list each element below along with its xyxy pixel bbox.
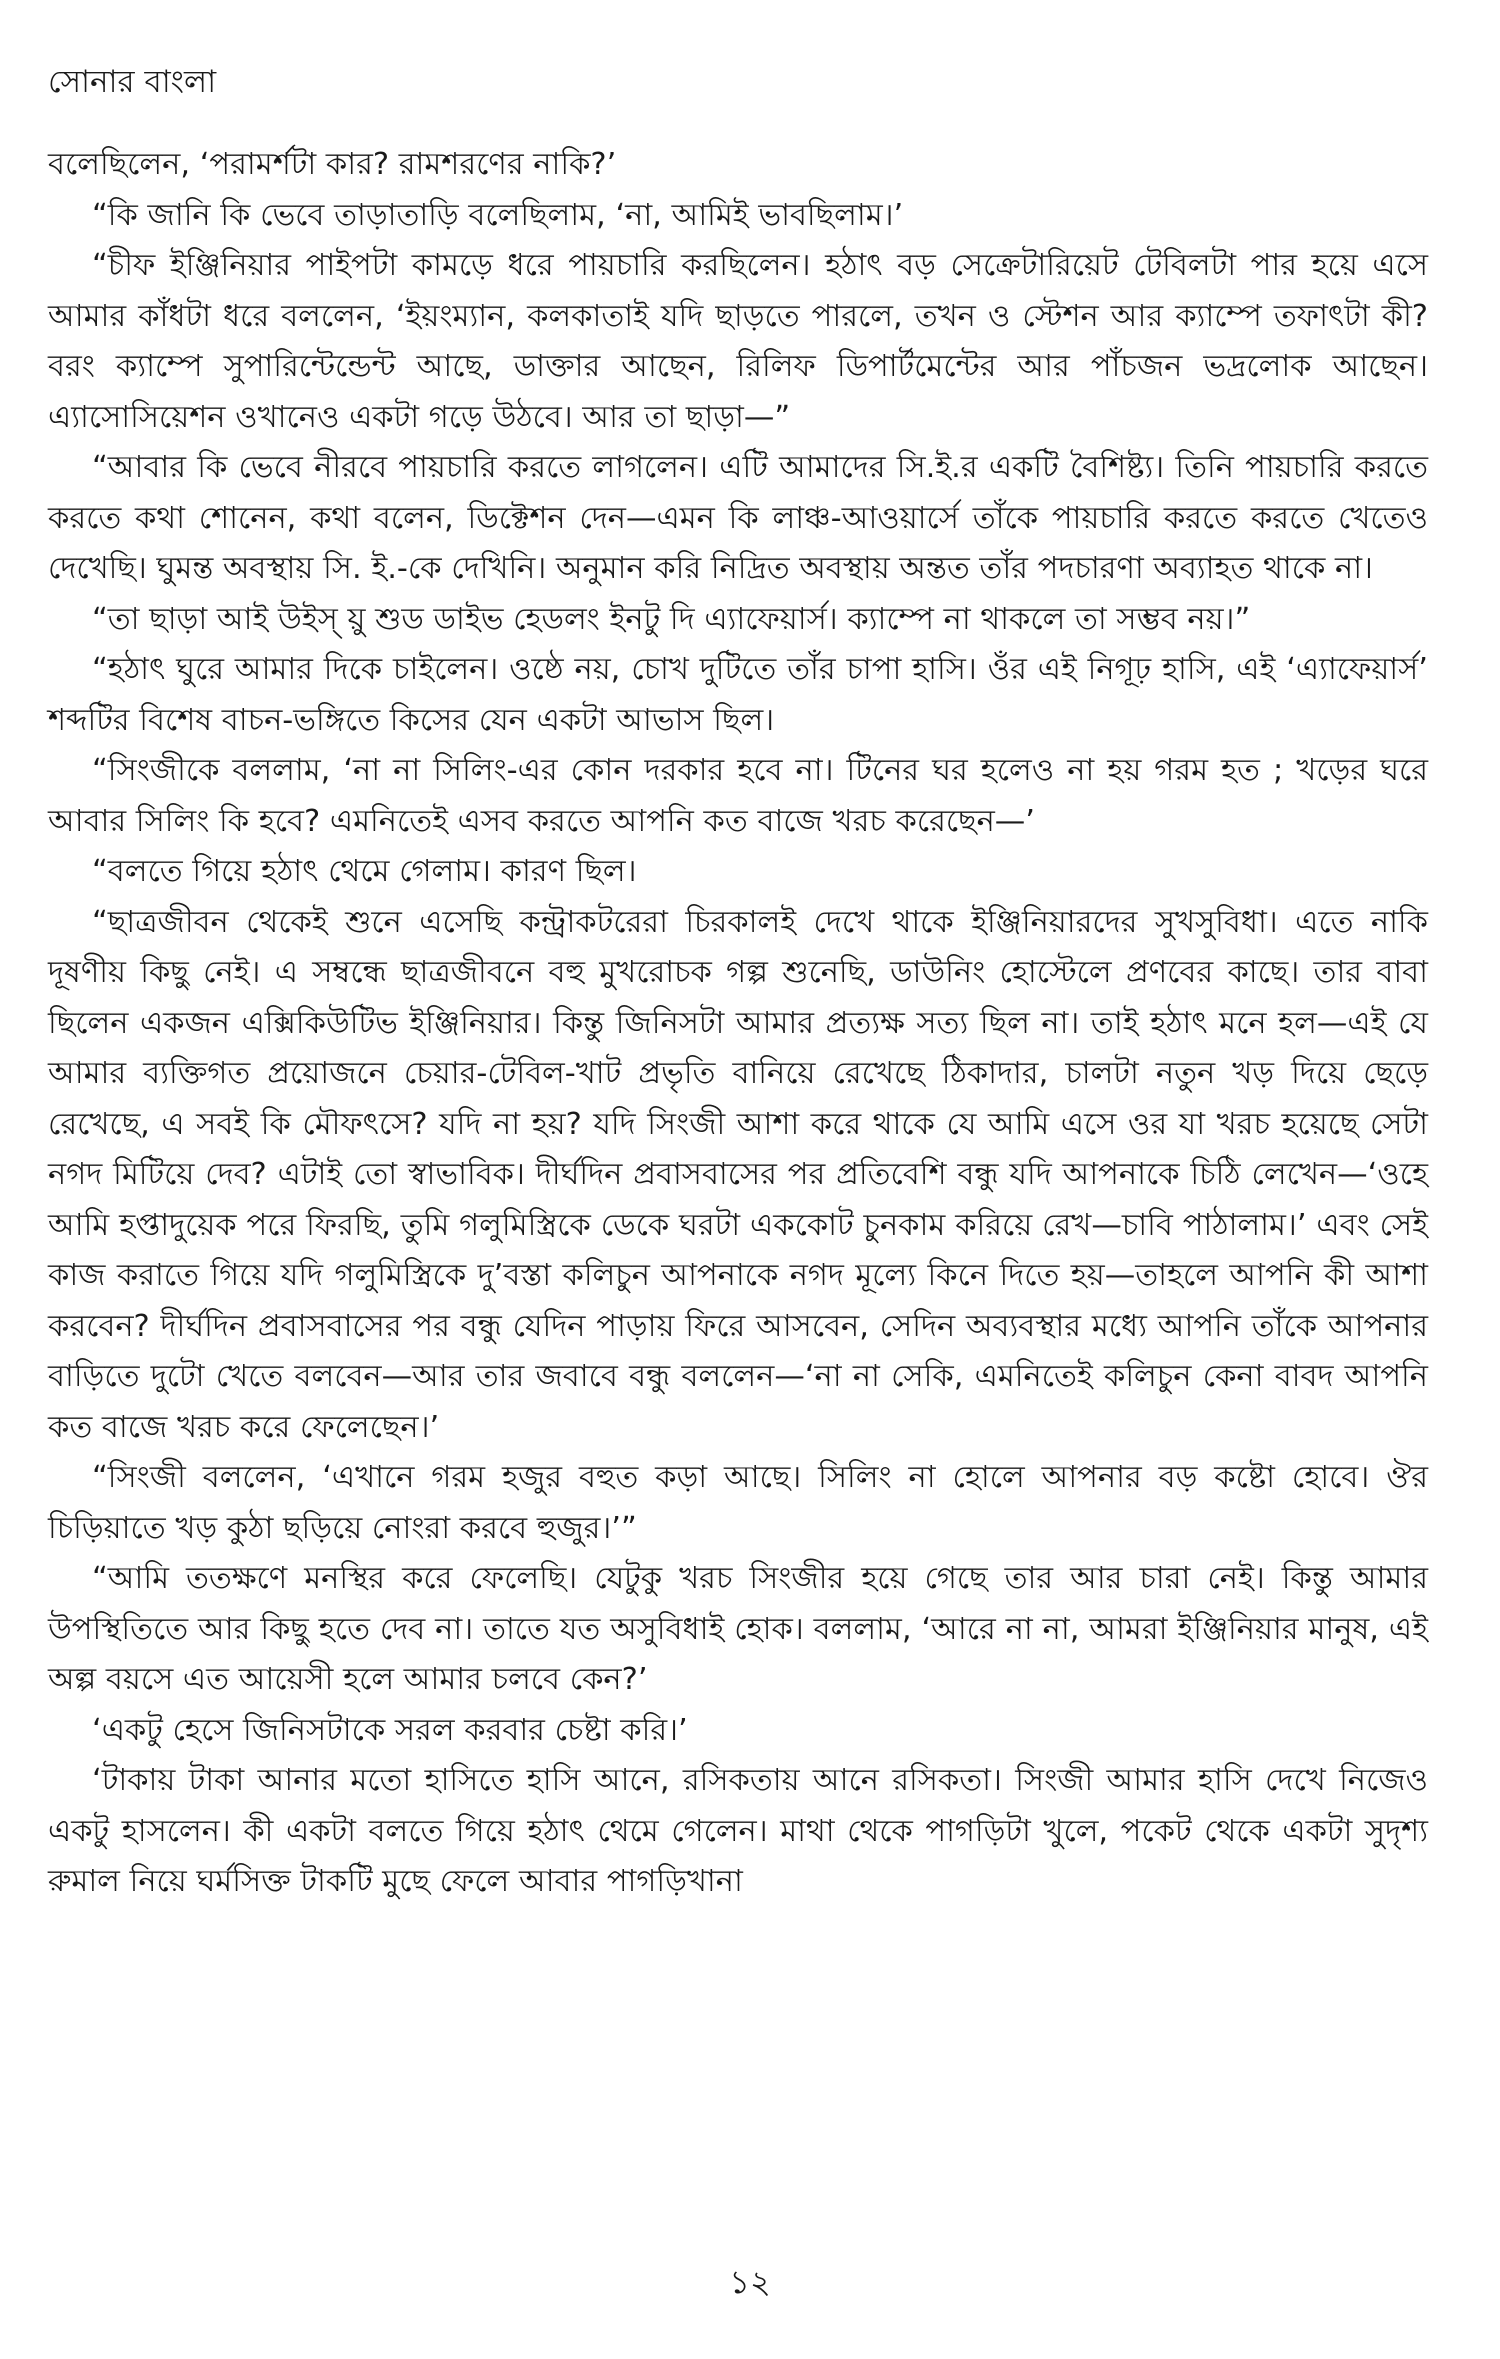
body-text	[48, 140, 1428, 1908]
paragraph: “আবার কি ভেবে নীরবে পায়চারি করতে লাগলেন। এটি আমাদের সি.ই.র একটি বৈশিষ্ট্য। তিনি পায়চারি করতে করতে কথা শোনেন, কথা বলেন, ডিক্টেশন দেন—এমন কি লাঞ্চ-আওয়ার্সে তাঁকে পায়চারি করতে করতে খেতেও দেখেছি। ঘুমন্ত অবস্থায় সি. ই.-কে দেখিনি। অনুমান করি নিদ্রিত অবস্থায় অন্তত তাঁর পদচারণা অব্যাহত থাকে না।	[48, 450, 1428, 586]
paragraph: বলেছিলেন, ‘পরামর্শটা কার? রামশরণের নাকি?’	[48, 147, 617, 182]
paragraph: “চীফ ইঞ্জিনিয়ার পাইপটা কামড়ে ধরে পায়চারি করছিলেন। হঠাৎ বড় সেক্রেটারিয়েট টেবিলটা পার হয়ে এসে আমার কাঁধটা ধরে বললেন, ‘ইয়ংম্যান, কলকাতাই যদি ছাড়তে পারলে, তখন ও স্টেশন আর ক্যাম্পে তফাৎটা কী? বরং ক্যাম্পে সুপারিন্টেন্ডেন্ট আছে, ডাক্তার আছেন, রিলিফ ডিপার্টমেন্টের আর পাঁচজন ভদ্রলোক আছেন। এ্যাসোসিয়েশন ওখানেও একটা গড়ে উঠবে। আর তা ছাড়া—”	[48, 248, 1428, 435]
paragraph: “ছাত্রজীবন থেকেই শুনে এসেছি কন্ট্রাকটরেরা চিরকালই দেখে থাকে ইঞ্জিনিয়ারদের সুখসুবিধা। এতে নাকি দূষণীয় কিছু নেই। এ সম্বন্ধে ছাত্রজীবনে বহু মুখরোচক গল্প শুনেছি, ডাউনিং হোস্টেলে প্রণবের কাছে। তার বাবা ছিলেন একজন এক্সিকিউটিভ ইঞ্জিনিয়ার। কিন্তু জিনিসটা আমার প্রত্যক্ষ সত্য ছিল না। তাই হঠাৎ মনে হল—এই যে আমার ব্যক্তিগত প্রয়োজনে চেয়ার-টেবিল-খাট প্রভৃতি বানিয়ে রেখেছে ঠিকাদার, চালটা নতুন খড় দিয়ে ছেড়ে রেখেছে, এ সবই কি মৌফৎসে? যদি না হয়? যদি সিংজী আশা করে থাকে যে আমি এসে ওর যা খরচ হয়েছে সেটা নগদ মিটিয়ে দেব? এটাই তো স্বাভাবিক। দীর্ঘদিন প্রবাসবাসের পর প্রতিবেশি বন্ধু যদি আপনাকে চিঠি লেখেন—‘ওহে আমি হপ্তাদুয়েক পরে ফিরছি, তুমি গলুমিস্ত্রিকে ডেকে ঘরটা এককোট চুনকাম করিয়ে রেখ—চাবি পাঠালাম।’ এবং সেই কাজ করাতে গিয়ে যদি গলুমিস্ত্রিকে দু’বস্তা কলিচুন আপনাকে নগদ মূল্যে কিনে দিতে হয়—তাহলে আপনি কী আশা করবেন? দীর্ঘদিন প্রবাসবাসের পর বন্ধু যেদিন পাড়ায় ফিরে আসবেন, সেদিন অব্যবস্থার মধ্যে আপনি তাঁকে আপনার বাড়িতে দুটো খেতে বলবেন—আর তার জবাবে বন্ধু বললেন—‘না না সেকি, এমনিতেই কলিচুন কেনা বাবদ আপনি কত বাজে খরচ করে ফেলেছেন।’	[48, 904, 1428, 1445]
paragraph: “তা ছাড়া আই উইস্ য়ু শুড ডাইভ হেডলং ইনটু দি এ্যাফেয়ার্স। ক্যাম্পে না থাকলে তা সম্ভব নয়।”	[92, 601, 1251, 637]
page-number: ১২	[729, 2263, 771, 2301]
paragraph: “সিংজী বললেন, ‘এখানে গরম হজুর বহুত কড়া আছে। সিলিং না হোলে আপনার বড় কষ্টো হোবে। ঔর চিড়িয়াতে খড় কুঠা ছড়িয়ে নোংরা করবে হুজুর।’”	[48, 1460, 1428, 1546]
paragraph: “বলতে গিয়ে হঠাৎ থেমে গেলাম। কারণ ছিল।	[92, 854, 637, 889]
paragraph: “কি জানি কি ভেবে তাড়াতাড়ি বলেছিলাম, ‘না, আমিই ভাবছিলাম।’	[92, 197, 904, 233]
paragraph: “সিংজীকে বললাম, ‘না না সিলিং-এর কোন দরকার হবে না। টিনের ঘর হলেও না হয় গরম হত ; খড়ের ঘরে আবার সিলিং কি হবে? এমনিতেই এসব করতে আপনি কত বাজে খরচ করেছেন—’	[48, 753, 1428, 839]
paragraph: ‘টাকায় টাকা আনার মতো হাসিতে হাসি আনে, রসিকতায় আনে রসিকতা। সিংজী আমার হাসি দেখে নিজেও একটু হাসলেন। কী একটা বলতে গিয়ে হঠাৎ থেমে গেলেন। মাথা থেকে পাগড়িটা খুলে, পকেট থেকে একটা সুদৃশ্য রুমাল নিয়ে ঘর্মসিক্ত টাকটি মুছে ফেলে আবার পাগড়িখানা	[48, 1763, 1428, 1899]
paragraph: “হঠাৎ ঘুরে আমার দিকে চাইলেন। ওষ্ঠে নয়, চোখ দুটিতে তাঁর চাপা হাসি। ওঁর এই নিগূঢ় হাসি, এই ‘এ্যাফেয়ার্স’ শব্দটির বিশেষ বাচন-ভঙ্গিতে কিসের যেন একটা আভাস ছিল।	[48, 652, 1428, 738]
paragraph: “আমি ততক্ষণে মনস্থির করে ফেলেছি। যেটুকু খরচ সিংজীর হয়ে গেছে তার আর চারা নেই। কিন্তু আমার উপস্থিতিতে আর কিছু হতে দেব না। তাতে যত অসুবিধাই হোক। বললাম, ‘আরে না না, আমরা ইঞ্জিনিয়ার মানুষ, এই অল্প বয়সে এত আয়েসী হলে আমার চলবে কেন?’	[48, 1561, 1428, 1697]
running-title: সোনার বাংলা	[48, 64, 217, 100]
paragraph: ‘একটু হেসে জিনিসটাকে সরল করবার চেষ্টা করি।’	[92, 1712, 688, 1748]
